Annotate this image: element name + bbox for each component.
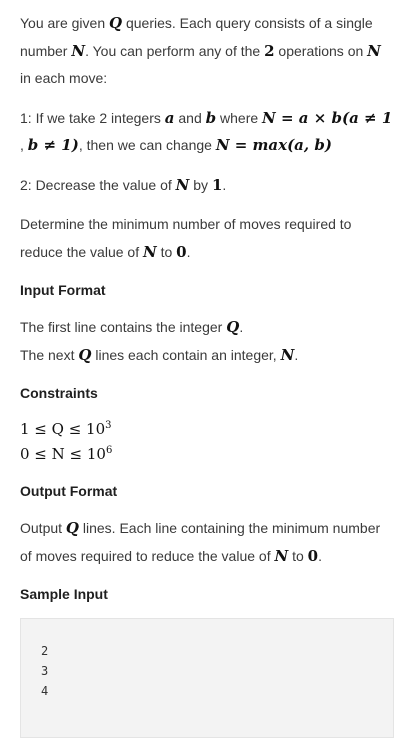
output-format-heading: Output Format bbox=[20, 483, 118, 499]
intro-text: . You can perform any of the bbox=[85, 42, 265, 59]
math-equation: N = a × b(a ≠ 1 bbox=[262, 108, 393, 127]
math-n: N bbox=[280, 345, 295, 364]
input-format-line-1 bbox=[20, 314, 394, 369]
op1-text: , bbox=[20, 137, 28, 153]
math-equation: b ≠ 1) bbox=[27, 136, 79, 154]
op1-text: , then we can change bbox=[78, 137, 216, 153]
math-a: a bbox=[164, 108, 175, 127]
sample-input-line: 2 bbox=[41, 644, 49, 658]
sample-input-box bbox=[20, 618, 394, 738]
output-text: . bbox=[318, 547, 322, 564]
constraint-exponent: 6 bbox=[105, 445, 113, 456]
math-q: Q bbox=[65, 519, 79, 537]
math-q: Q bbox=[226, 318, 240, 336]
math-n: N bbox=[142, 242, 157, 261]
math-n: N bbox=[175, 175, 190, 194]
math-n: N bbox=[367, 41, 381, 60]
math-q: Q bbox=[109, 14, 123, 32]
sample-input-heading: Sample Input bbox=[20, 586, 108, 602]
math-n: N bbox=[71, 41, 86, 60]
constraints-heading: Constraints bbox=[20, 385, 98, 401]
math-two: 2 bbox=[264, 41, 275, 60]
intro-paragraph bbox=[20, 10, 394, 93]
op2-text: by bbox=[189, 176, 212, 193]
intro-text: You are given bbox=[20, 15, 109, 31]
op1-text: where bbox=[216, 109, 263, 126]
input-text: The first line contains the integer bbox=[20, 319, 227, 335]
intro-text: in each move: bbox=[20, 70, 108, 86]
determine-paragraph bbox=[20, 211, 394, 266]
op2-text: 2: Decrease the value of bbox=[20, 176, 176, 193]
determine-text: Determine the minimum number of moves required to reduce the value of bbox=[20, 216, 352, 260]
operation-2 bbox=[20, 172, 394, 200]
math-zero: 0 bbox=[307, 546, 319, 565]
op2-text: . bbox=[222, 176, 227, 193]
output-format-paragraph bbox=[20, 515, 394, 570]
output-text: to bbox=[288, 547, 308, 564]
math-b: b bbox=[205, 108, 217, 127]
constraint-n bbox=[20, 442, 394, 467]
input-text: . bbox=[239, 319, 244, 335]
input-format-heading: Input Format bbox=[20, 282, 106, 298]
op1-text: and bbox=[174, 109, 206, 126]
output-text: Output bbox=[20, 520, 66, 536]
determine-text: . bbox=[186, 243, 191, 260]
constraint-text: 1 ≤ Q ≤ 10 bbox=[20, 420, 106, 438]
math-one: 1 bbox=[211, 175, 223, 194]
math-n: N bbox=[274, 546, 289, 565]
sample-input-line: 3 bbox=[41, 664, 49, 678]
math-zero: 0 bbox=[176, 242, 187, 261]
input-text: . bbox=[294, 346, 299, 363]
constraint-exponent: 3 bbox=[105, 420, 112, 431]
intro-text: operations on bbox=[274, 42, 368, 59]
output-text: lines. Each line containing the minimum number of moves required to reduce the value of bbox=[20, 520, 381, 564]
constraint-text: 0 ≤ N ≤ 10 bbox=[20, 445, 106, 463]
intro-text: queries. Each query consists of a single number bbox=[20, 15, 373, 59]
input-text: The next bbox=[20, 346, 79, 363]
math-q: Q bbox=[78, 345, 92, 364]
math-equation: N = max(a, b) bbox=[215, 136, 332, 154]
input-text: lines each contain an integer, bbox=[91, 346, 281, 363]
operation-1 bbox=[20, 105, 394, 160]
op1-text: 1: If we take 2 integers bbox=[20, 109, 165, 126]
determine-text: to bbox=[156, 243, 177, 260]
sample-input-line: 4 bbox=[41, 684, 49, 698]
constraint-q bbox=[20, 417, 394, 442]
